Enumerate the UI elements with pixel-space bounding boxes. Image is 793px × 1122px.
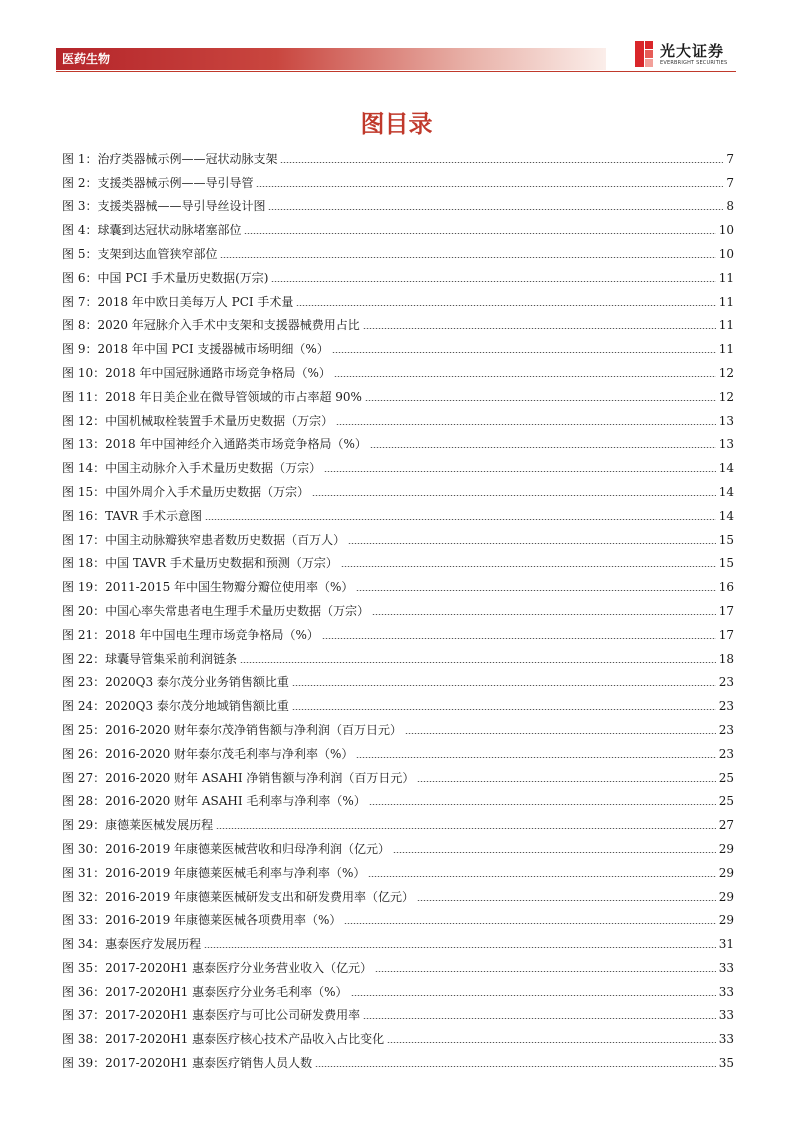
toc-entry[interactable] (62, 429, 734, 453)
dot-leader (292, 709, 716, 710)
dot-leader (356, 590, 715, 591)
header-band (56, 48, 606, 70)
toc-entry[interactable] (62, 310, 734, 334)
toc-entry-page: 33 (718, 1032, 734, 1047)
toc-entry[interactable] (62, 976, 734, 1000)
dot-leader (220, 257, 715, 258)
dot-leader (332, 352, 716, 353)
toc-entry-page: 31 (718, 937, 734, 952)
brand-name-cn: 光大证券 (660, 42, 725, 60)
dot-leader (240, 662, 716, 663)
toc-entry-page: 11 (718, 318, 734, 333)
dot-leader (365, 400, 716, 401)
toc-entry-label: 图 25：2016-2020 财年泰尔茂净销售额与净利润（百万日元） (62, 722, 403, 737)
toc-entry-page: 29 (718, 913, 734, 928)
page-title: 图目录 (360, 110, 433, 138)
toc-entry-label: 图 38：2017-2020H1 惠泰医疗核心技术产品收入占比变化 (62, 1032, 385, 1047)
toc-entry-page: 33 (718, 960, 734, 975)
toc-entry[interactable] (62, 762, 734, 786)
toc-entry[interactable] (62, 452, 734, 476)
toc-entry-page: 12 (718, 389, 734, 404)
toc-entry-label: 图 28：2016-2020 财年 ASAHI 毛利率与净利率（%） (62, 794, 366, 809)
toc-entry[interactable] (62, 714, 734, 738)
toc-entry-page: 8 (726, 199, 734, 214)
dot-leader (341, 566, 716, 567)
dot-leader (417, 900, 716, 901)
toc-entry-page: 7 (726, 151, 734, 166)
toc-entry[interactable] (62, 809, 734, 833)
toc-entry-label: 图 17：中国主动脉瓣狭窄患者数历史数据（百万人） (62, 532, 346, 547)
dot-leader (312, 495, 716, 496)
toc-entry-label: 图 19：2011-2015 年中国生物瓣分瓣位使用率（%） (62, 580, 354, 595)
header-divider (56, 71, 736, 72)
toc-entry-label: 图 7：2018 年中欧日美每万人 PCI 手术量 (62, 294, 294, 309)
dot-leader (368, 876, 715, 877)
toc-entry-label: 图 26：2016-2020 财年泰尔茂毛利率与净利率（%） (62, 746, 354, 761)
toc-entry[interactable] (62, 381, 734, 405)
toc-entry-page: 7 (726, 175, 734, 190)
toc-entry[interactable] (62, 167, 734, 191)
toc-entry[interactable] (62, 357, 734, 381)
dot-leader (216, 828, 716, 829)
toc-entry-label: 图 1：治疗类器械示例——冠状动脉支架 (62, 151, 278, 166)
dot-leader (363, 1018, 716, 1019)
toc-entry[interactable] (62, 786, 734, 810)
dot-leader (315, 1066, 716, 1067)
dot-leader (324, 471, 716, 472)
toc-entry[interactable] (62, 286, 734, 310)
toc-entry-label: 图 31：2016-2019 年康德莱医械毛利率与净利率（%） (62, 865, 366, 880)
toc-entry-label: 图 10：2018 年中国冠脉通路市场竞争格局（%） (62, 365, 331, 380)
toc-entry-label: 图 23：2020Q3 泰尔茂分业务销售额比重 (62, 675, 289, 690)
toc-entry-page: 10 (718, 246, 734, 261)
toc-entry[interactable] (62, 619, 734, 643)
toc-entry[interactable] (62, 833, 734, 857)
toc-entry[interactable] (62, 1023, 734, 1047)
toc-entry[interactable] (62, 524, 734, 548)
toc-entry-label: 图 13：2018 年中国神经介入通路类市场竞争格局（%） (62, 437, 367, 452)
toc-entry-page: 14 (718, 461, 734, 476)
toc-entry-page: 11 (718, 342, 734, 357)
toc-entry[interactable] (62, 928, 734, 952)
toc-entry-label: 图 30：2016-2019 年康德莱医械营收和归母净利润（亿元） (62, 841, 391, 856)
dot-leader (351, 995, 716, 996)
toc-entry[interactable] (62, 143, 734, 167)
toc-entry-page: 23 (718, 746, 734, 761)
brand-logo (633, 40, 737, 70)
toc-entry-page: 25 (718, 794, 734, 809)
dot-leader (334, 376, 716, 377)
toc-entry[interactable] (62, 738, 734, 762)
toc-entry-page: 15 (718, 556, 734, 571)
dot-leader (372, 614, 716, 615)
toc-entry-label: 图 3：支援类器械——导引导丝设计图 (62, 199, 266, 214)
toc-entry-page: 29 (718, 841, 734, 856)
toc-entry[interactable] (62, 500, 734, 524)
dot-leader (280, 162, 723, 163)
dot-leader (268, 209, 723, 210)
toc-entry-label: 图 37：2017-2020H1 惠泰医疗与可比公司研发费用率 (62, 1008, 361, 1023)
toc-entry-label: 图 36：2017-2020H1 惠泰医疗分业务毛利率（%） (62, 984, 348, 999)
toc-entry-page: 14 (718, 508, 734, 523)
toc-entry-label: 图 27：2016-2020 财年 ASAHI 净销售额与净利润（百万日元） (62, 770, 415, 785)
dot-leader (205, 519, 716, 520)
dot-leader (369, 804, 716, 805)
toc-entry-page: 35 (718, 1056, 734, 1071)
toc-entry-label: 图 6：中国 PCI 手术量历史数据(万宗) (62, 270, 269, 285)
dot-leader (370, 447, 716, 448)
toc-entry-label: 图 9：2018 年中国 PCI 支援器械市场明细（%） (62, 342, 329, 357)
toc-entry-label: 图 21：2018 年中国电生理市场竞争格局（%） (62, 627, 319, 642)
toc-entry[interactable] (62, 667, 734, 691)
toc-entry-label: 图 11：2018 年日美企业在微导管领域的市占率超 90% (62, 389, 362, 404)
dot-leader (256, 186, 723, 187)
toc-entry-label: 图 24：2020Q3 泰尔茂分地域销售额比重 (62, 699, 289, 714)
toc-entry[interactable] (62, 1047, 734, 1071)
toc-entry[interactable] (62, 690, 734, 714)
toc-entry-page: 13 (718, 437, 734, 452)
toc-entry-page: 15 (718, 532, 734, 547)
dot-leader (322, 638, 716, 639)
everbright-logo-icon (633, 40, 655, 68)
dot-leader (363, 328, 716, 329)
dot-leader (244, 233, 715, 234)
toc-entry[interactable] (62, 191, 734, 215)
toc-entry-page: 23 (718, 722, 734, 737)
toc-entry-label: 图 33：2016-2019 年康德莱医械各项费用率（%） (62, 913, 342, 928)
toc-entry-page: 10 (718, 223, 734, 238)
toc-entry-label: 图 34：惠泰医疗发展历程 (62, 937, 202, 952)
toc-entry-page: 27 (718, 818, 734, 833)
toc-entry[interactable] (62, 476, 734, 500)
toc-entry-label: 图 32：2016-2019 年康德莱医械研发支出和研发费用率（亿元） (62, 889, 415, 904)
toc-entry[interactable] (62, 857, 734, 881)
toc-entry-page: 17 (718, 627, 734, 642)
toc-entry-label: 图 12：中国机械取栓装置手术量历史数据（万宗） (62, 413, 334, 428)
toc-entry[interactable] (62, 1000, 734, 1024)
toc-entry-page: 13 (718, 413, 734, 428)
dot-leader (271, 281, 715, 282)
toc-entry-page: 23 (718, 699, 734, 714)
toc-entry-page: 11 (718, 294, 734, 309)
toc-entry-label: 图 20：中国心率失常患者电生理手术量历史数据（万宗） (62, 603, 370, 618)
dot-leader (292, 685, 716, 686)
dot-leader (375, 971, 716, 972)
dot-leader (348, 543, 716, 544)
toc-entry-label: 图 35：2017-2020H1 惠泰医疗分业务营业收入（亿元） (62, 960, 373, 975)
toc-entry-label: 图 16：TAVR 手术示意图 (62, 508, 203, 523)
toc-entry-label: 图 4：球囊到达冠状动脉堵塞部位 (62, 223, 242, 238)
toc-entry[interactable] (62, 881, 734, 905)
dot-leader (356, 757, 715, 758)
toc-entry-page: 12 (718, 365, 734, 380)
toc-entry[interactable] (62, 238, 734, 262)
toc-entry[interactable] (62, 333, 734, 357)
toc-entry-label: 图 2：支援类器械示例——导引导管 (62, 175, 254, 190)
figure-index (62, 143, 734, 1071)
toc-entry[interactable] (62, 595, 734, 619)
dot-leader (344, 923, 715, 924)
section-label: 医药生物 (62, 52, 111, 66)
dot-leader (204, 947, 716, 948)
toc-entry-label: 图 8：2020 年冠脉介入手术中支架和支援器械费用占比 (62, 318, 360, 333)
toc-entry[interactable] (62, 214, 734, 238)
toc-entry[interactable] (62, 548, 734, 572)
toc-entry-page: 16 (718, 580, 734, 595)
toc-entry-label: 图 15：中国外周介入手术量历史数据（万宗） (62, 484, 310, 499)
toc-entry-page: 14 (718, 484, 734, 499)
toc-entry-page: 11 (718, 270, 734, 285)
toc-entry-label: 图 5：支架到达血管狭窄部位 (62, 246, 218, 261)
toc-entry[interactable] (62, 952, 734, 976)
toc-entry-label: 图 39：2017-2020H1 惠泰医疗销售人员人数 (62, 1056, 313, 1071)
toc-entry[interactable] (62, 643, 734, 667)
toc-entry-page: 23 (718, 675, 734, 690)
dot-leader (405, 733, 716, 734)
toc-entry[interactable] (62, 905, 734, 929)
toc-entry-page: 33 (718, 984, 734, 999)
toc-entry-page: 33 (718, 1008, 734, 1023)
toc-entry-label: 图 22：球囊导管集采前利润链条 (62, 651, 238, 666)
toc-entry-page: 29 (718, 889, 734, 904)
dot-leader (393, 852, 716, 853)
toc-entry[interactable] (62, 571, 734, 595)
dot-leader (387, 1042, 716, 1043)
toc-entry-page: 25 (718, 770, 734, 785)
toc-entry-label: 图 18：中国 TAVR 手术量历史数据和预测（万宗） (62, 556, 338, 571)
dot-leader (417, 781, 715, 782)
toc-entry-page: 17 (718, 603, 734, 618)
toc-entry[interactable] (62, 262, 734, 286)
toc-entry[interactable] (62, 405, 734, 429)
dot-leader (336, 424, 716, 425)
brand-name-en: EVERBRIGHT SECURITIES (660, 60, 728, 66)
dot-leader (296, 305, 715, 306)
toc-entry-page: 18 (718, 651, 734, 666)
toc-entry-page: 29 (718, 865, 734, 880)
toc-entry-label: 图 29：康德莱医械发展历程 (62, 818, 214, 833)
toc-entry-label: 图 14：中国主动脉介入手术量历史数据（万宗） (62, 461, 322, 476)
